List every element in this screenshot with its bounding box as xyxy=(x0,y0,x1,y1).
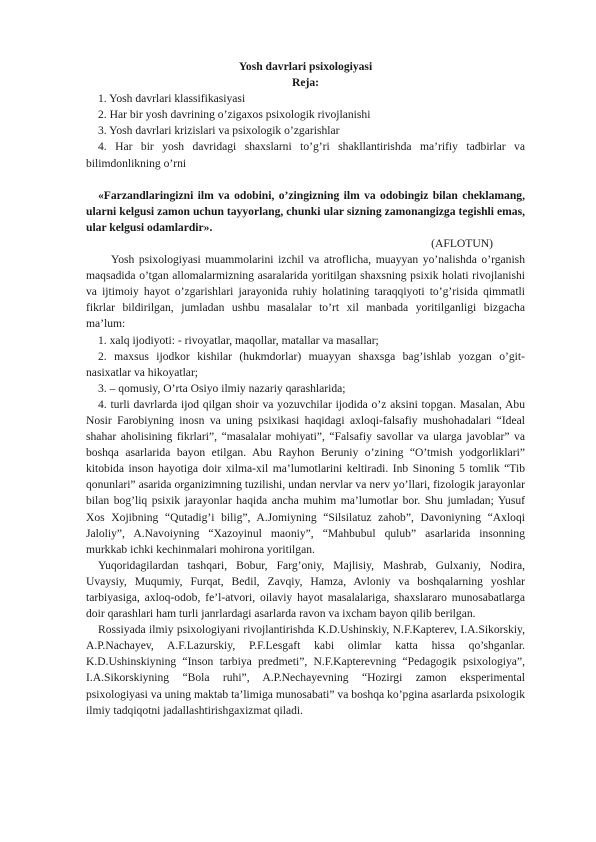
intro-paragraph: Yosh psixologiyasi muammolarini izchil va atroflicha, muayyan yo’nalishda o’rganish maqsadida o’tgan allomalarmizning asaralarida yoritilgan shaxsning psixik holati rivojlanishi va ijtimoiy hayot o’zgarishlari jarayonida ruhiy holatining taraqqiyoti to’g’risida qimmatli fikrlar bildirilgan, jumladan ushbu masalalar to’rt xil manbada yoritilganligi bizgacha ma’lum: xyxy=(86,253,525,331)
russia-paragraph: Rossiyada ilmiy psixologiyani rivojlantirishda K.D.Ushinskiy, N.F.Kapterev, I.A.Sikorskiy, A.P.Nachayev, A.F.Lazurskiy, P.F.Lesgaft kabi olimlar katta hissa qo’shganlar. K.D.Ushinskiyning “Inson tarbiya predmeti”, N.F.Kapterevning “Pedagogik psixologiya”, I.A.Sikorskiyning “Bola ruhi”, A.P.Nechayevning “Hozirgi zamon eksperimental psixologiyasi va uning maktab ta’limiga munosabati” va boshqa ko’pgina asarlarda psixologik ilmiy tadqiqotni jadallashtirishgaxizmat qiladi. xyxy=(86,623,525,717)
epigraph-author: (AFLOTUN) xyxy=(431,236,493,250)
plan-heading: Reja: xyxy=(291,76,320,90)
plan-item: 2. Har bir yosh davrining o’zigaxos psixologik rivojlanishi xyxy=(98,108,371,122)
document-page xyxy=(86,59,525,719)
plan-item: 1. Yosh davrlari klassifikasiyasi xyxy=(98,92,246,106)
source-item: 2. maxsus ijodkor kishilar (hukmdorlar) muayyan shaxsga bag’ishlab yozgan o’git-nasixatlar va hikoyatlar; xyxy=(86,349,525,379)
plan-item: 4. Har bir yosh davridagi shaxslarni to’g’ri shakllantirishda ma’rifiy tadbirlar va bilimdonlikning o’rni xyxy=(86,140,525,170)
source-item: 4. turli davrlarda ijod qilgan shoir va yozuvchilar ijodida o’z aksini topgan. Masalan, Abu Nosir Farobiyning inosn va uning psixikasi haqidagi axloqi-falsafiy mushohadalari “Ideal shahar aholisining fikrlari”, “masalalar mohiyati”, “Falsafiy savollar va ularga javoblar” va boshqa asarlarida bayon etilgan. Abu Rayhon Beruniy o’zining “O’tmish yodgorliklari” kitobida inson hayotiga doir xilma-xil ma’lumotlarini keltiradi. Inb Sinoning 5 tomlik “Tib qonunlari” asarida organizimning tuzilishi, undan nervlar va nerv yo’llari, fizologik jarayonlar bilan bog’liq psixik jarayonlar haqida ancha muhim ma’lumotlar bor. Shu jumladan; Yusuf Xos Xojibning “Qutadig’i bilig”, A.Jomiyning “Silsilatuz zahob”, Davoniyning “Axloqi Jaloliy”, A.Navoiyning “Xazoyinul maoniy”, “Mahbubul qulub” asarlarida insonning murkkab ichki kechinmalari mohirona yoritilgan. xyxy=(86,397,525,556)
source-item: 3. – qomusiy, O’rta Osiyo ilmiy nazariy qarashlarida; xyxy=(98,381,346,395)
poets-paragraph: Yuqoridagilardan tashqari, Bobur, Farg’oniy, Majlisiy, Mashrab, Gulxaniy, Nodira, Uvaysiy, Muqumiy, Furqat, Bedil, Zavqiy, Hamza, Avloniy va boshqalarning yoshlar tarbiyasiga, axloq-odob, fe’l-atvori, oilaviy hayot masalalariga, shaxslararo munosabatlarga doir qarashlari ham turli janrlardagi asarlarda ravon va ixcham bayon qilib berilgan. xyxy=(86,558,525,621)
plan-item: 3. Yosh davrlari krizislari va psixologik o’zgarishlar xyxy=(98,124,340,138)
source-item: 1. xalq ijodiyoti: - rivoyatlar, maqollar, matallar va masallar; xyxy=(98,333,379,347)
document-title: Yosh davrlari psixologiyasi xyxy=(238,60,373,73)
epigraph-quote: «Farzandlaringizni ilm va odobini, o’zingizning ilm va odobingiz bilan cheklamang, ularni kelgusi zamon uchun tayyorlang, chunki ular sizning zamonangizga tegishli emas, ular kelgusi odamlardir». xyxy=(86,188,525,234)
